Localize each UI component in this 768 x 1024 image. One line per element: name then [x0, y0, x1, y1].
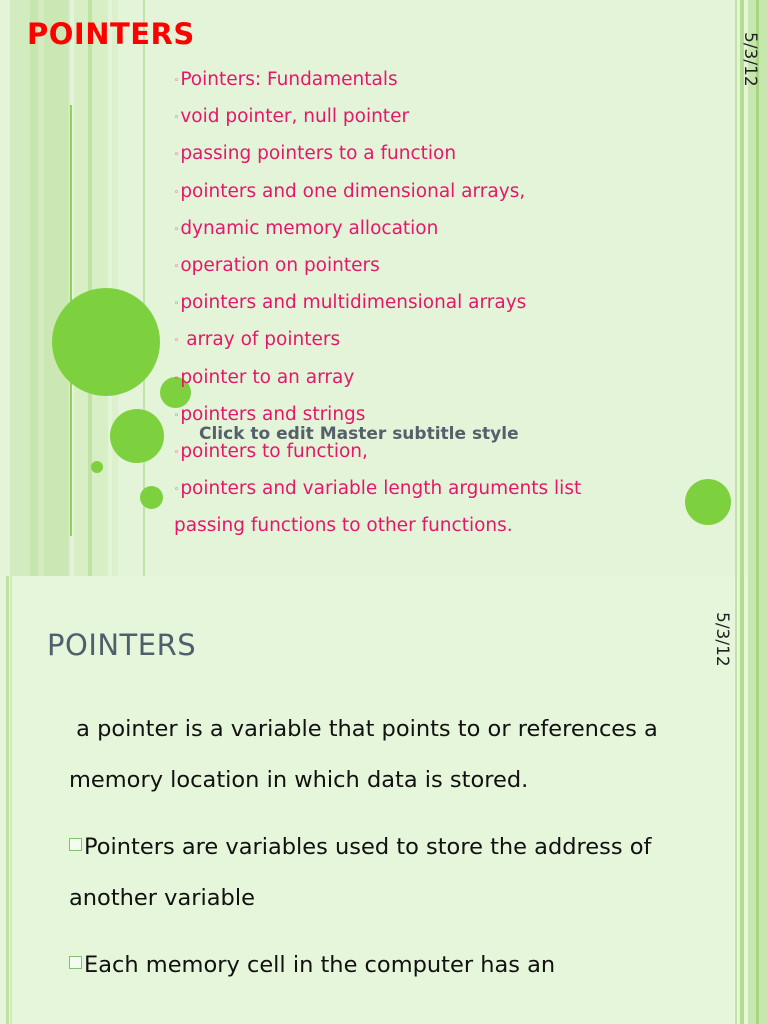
bullet-icon: ◦ [174, 113, 180, 124]
topic-item: ◦pointers and strings [174, 403, 366, 425]
topic-trailing-line: passing functions to other functions. [174, 515, 513, 537]
square-bullet-icon [69, 956, 82, 969]
decor-stripe [30, 0, 38, 576]
topic-item: ◦pointers to function, [174, 440, 368, 462]
decor-circle [110, 409, 164, 463]
bullet-icon: ◦ [174, 150, 180, 161]
bullet-icon: ◦ [174, 447, 180, 458]
slide-body [69, 704, 669, 1007]
decor-circle [52, 288, 160, 396]
body-bullet: Each memory cell in the computer has an [69, 940, 669, 991]
decor-line [735, 576, 737, 1024]
topic-item: ◦passing pointers to a function [174, 143, 457, 165]
subtitle-placeholder[interactable]: Click to edit Master subtitle style [199, 424, 519, 444]
bullet-icon: ◦ [174, 485, 180, 496]
decor-line [756, 576, 759, 1024]
bullet-icon: ◦ [174, 410, 180, 421]
decor-circle [91, 461, 103, 473]
bullet-icon: ◦ [174, 373, 180, 384]
slide-title: POINTERS [27, 17, 195, 51]
body-bullet: Pointers are variables used to store the address of another variable [69, 834, 652, 911]
bullet-icon: ◦ [174, 299, 180, 310]
decor-stripe [88, 0, 92, 576]
topic-list [174, 66, 581, 549]
slide-date: 5/3/12 [712, 612, 732, 667]
topic-item: ◦pointers and multidimensional arrays [174, 292, 527, 314]
topic-item: ◦void pointer, null pointer [174, 106, 410, 128]
topic-item: ◦ array of pointers [174, 329, 341, 351]
topic-item: ◦pointers and one dimensional arrays, [174, 180, 526, 202]
topic-item: ◦dynamic memory allocation [174, 217, 439, 239]
bullet-icon: ◦ [174, 336, 180, 347]
decor-line [735, 0, 737, 576]
decor-circle [685, 479, 731, 525]
slide-date: 5/3/12 [740, 32, 760, 87]
slide-title: POINTERS [47, 628, 197, 662]
topic-item: ◦Pointers: Fundamentals [174, 69, 398, 90]
decor-circle [140, 486, 163, 509]
bullet-icon: ◦ [174, 261, 180, 272]
topic-item: ◦pointer to an array [174, 366, 355, 388]
bullet-icon: ◦ [174, 187, 180, 198]
decor-line [10, 576, 12, 1024]
decor-stripe [44, 0, 68, 576]
square-bullet-icon [69, 838, 82, 851]
bullet-icon: ◦ [174, 224, 180, 235]
topic-item: ◦pointers and variable length arguments list [174, 478, 582, 500]
topic-item: ◦operation on pointers [174, 254, 380, 276]
decor-line [6, 576, 9, 1024]
bullet-icon: ◦ [174, 76, 180, 86]
definition-paragraph: a pointer is a variable that points to or references a memory location in which data is stored. [69, 716, 665, 793]
slide-2 [0, 576, 768, 1024]
decor-line [740, 576, 744, 1024]
